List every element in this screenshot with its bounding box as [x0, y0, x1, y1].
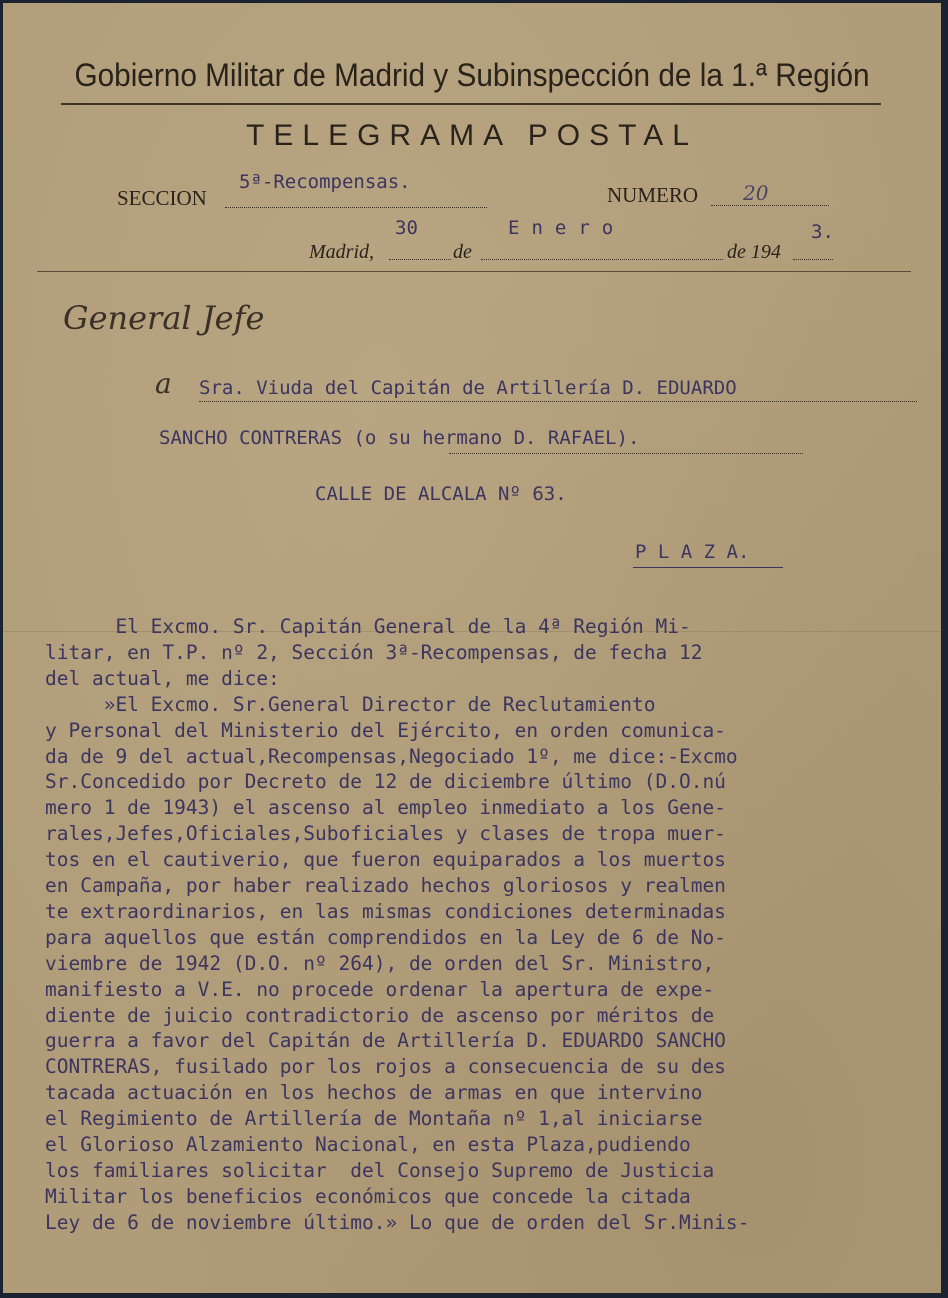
seccion-label: SECCION [117, 186, 207, 210]
body-line: Ley de 6 de noviembre último.» Lo que de orden del Sr.Minis- [45, 1210, 750, 1234]
seccion-value: 5ª-Recompensas. [239, 171, 411, 193]
body-line: El Excmo. Sr. Capitán General de la 4ª Región Mi- [45, 615, 691, 638]
body-line: Militar los beneficios económicos que concede la citada [45, 1184, 691, 1208]
numero-value: 20 [743, 181, 769, 205]
recipient-dots-1 [199, 401, 917, 402]
month-value: Enero [508, 217, 626, 239]
sender-title: General Jefe [63, 299, 265, 337]
letterhead-title: Gobierno Militar de Madrid y Subinspección de la 1.ª Región [74, 57, 870, 93]
body-line: te extraordinarios, en las mismas condiciones determinadas [45, 899, 726, 923]
de-label-2: de 194 [727, 241, 781, 263]
body-line: el Glorioso Alzamiento Nacional, en esta Plaza,pudiendo [45, 1133, 691, 1156]
body-line: y Personal del Ministerio del Ejército, en orden comunica- [45, 718, 726, 742]
document-type-title: TELEGRAMA POSTAL [246, 119, 698, 152]
year-value: 3. [811, 221, 834, 243]
seccion-dots [225, 207, 487, 208]
body-line: el Regimiento de Artillería de Montaña nº 1,al iniciarse [45, 1107, 703, 1131]
recipient-dots-2 [449, 453, 803, 454]
body-line: en Campaña, por haber realizado hechos gloriosos y realmen [45, 874, 726, 897]
body-line: diente de juicio contradictorio de ascenso por méritos de [45, 1003, 715, 1027]
de-label-1: de [453, 241, 472, 263]
telegram-document [3, 3, 941, 1293]
recipient-prefix: a [155, 367, 172, 400]
year-dots [793, 259, 833, 260]
body-line: mero 1 de 1943) el ascenso al empleo inmediato a los Gene- [45, 796, 726, 820]
body-line: viembre de 1942 (D.O. nº 264), de orden del Sr. Ministro, [45, 951, 715, 975]
recipient-address: CALLE DE ALCALA Nº 63. [315, 483, 567, 505]
body-line: CONTRERAS, fusilado por los rojos a consecuencia de su des [45, 1055, 726, 1079]
body-line: Sr.Concedido por Decreto de 12 de diciembre último (D.O.nú [45, 770, 726, 794]
body-line: manifiesto a V.E. no procede ordenar la apertura de expe- [45, 977, 715, 1001]
numero-label: NUMERO [607, 183, 699, 207]
body-line: tacada actuación en los hechos de armas en que intervino [45, 1081, 703, 1105]
city-underline [633, 567, 783, 568]
header-separator [37, 271, 911, 272]
numero-dots [711, 205, 829, 206]
body-line: guerra a favor del Capitán de Artillería D. EDUARDO SANCHO [45, 1029, 726, 1053]
day-dots [389, 259, 451, 260]
body-line: los familiares solicitar del Consejo Supremo de Justicia [45, 1158, 715, 1182]
body-line: da de 9 del actual,Recompensas,Negociado 1º, me dice:-Excmo [45, 744, 738, 768]
body-line: para aquellos que están comprendidos en la Ley de 6 de No- [45, 925, 726, 949]
header-rule-top [61, 103, 881, 105]
day-value: 30 [395, 217, 418, 239]
body-line: »El Excmo. Sr.General Director de Reclutamiento [45, 692, 656, 716]
recipient-city: P L A Z A. [635, 541, 750, 563]
place-label: Madrid, [309, 241, 374, 263]
body-line: litar, en T.P. nº 2, Sección 3ª-Recompensas, de fecha 12 [45, 640, 703, 664]
recipient-line-1: Sra. Viuda del Capitán de Artillería D. EDUARDO [199, 377, 737, 399]
body-line: del actual, me dice: [45, 666, 280, 690]
recipient-line-2: SANCHO CONTRERAS (o su hermano D. RAFAEL). [159, 427, 640, 449]
month-dots [481, 259, 723, 260]
body-line: rales,Jefes,Oficiales,Suboficiales y clases de tropa muer- [45, 822, 726, 846]
body-line: tos en el cautiverio, que fueron equiparados a los muertos [45, 848, 726, 872]
